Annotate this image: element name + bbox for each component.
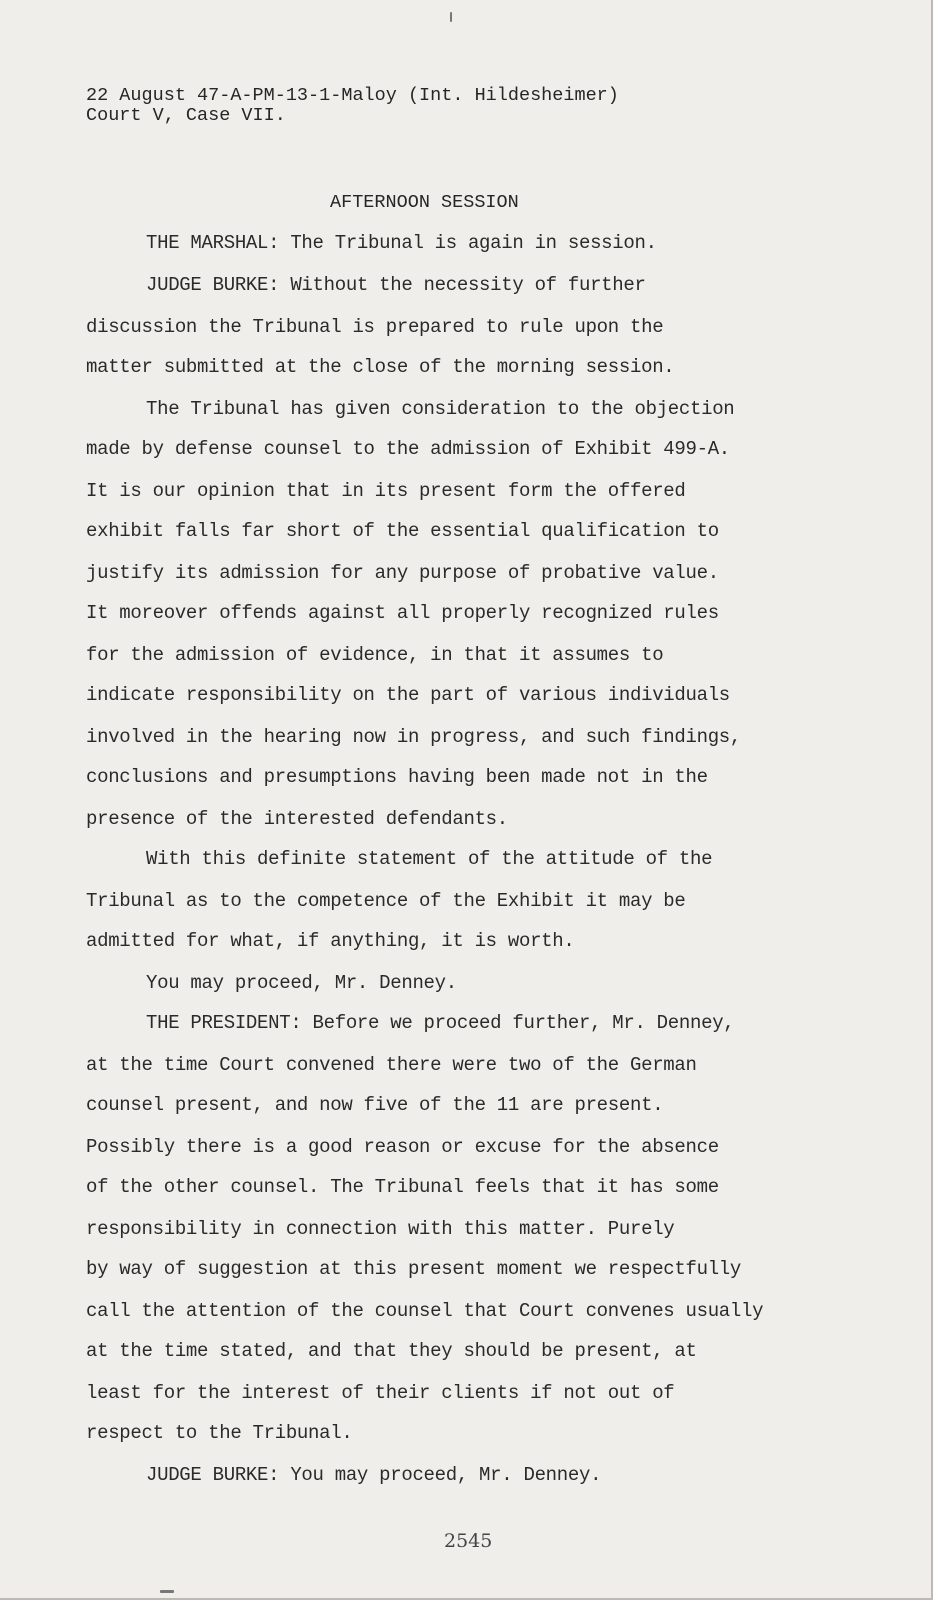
transcript-line: With this definite statement of the attitude of the xyxy=(146,848,713,870)
transcript-line: It is our opinion that in its present form the offered xyxy=(86,480,686,502)
transcript-line: by way of suggestion at this present moment we respectfully xyxy=(86,1258,742,1280)
header-line-court-case: Court V, Case VII. xyxy=(86,105,286,126)
transcript-line: at the time Court convened there were two of the German xyxy=(86,1054,697,1076)
transcript-line: justify its admission for any purpose of probative value. xyxy=(86,562,719,584)
transcript-line: for the admission of evidence, in that it assumes to xyxy=(86,644,664,666)
transcript-line-marshal: THE MARSHAL: The Tribunal is again in session. xyxy=(146,232,657,254)
paper-speck xyxy=(450,12,452,22)
transcript-line-judge: JUDGE BURKE: You may proceed, Mr. Denney. xyxy=(146,1464,602,1486)
transcript-line: call the attention of the counsel that Court convenes usually xyxy=(86,1300,764,1322)
transcript-line: made by defense counsel to the admission of Exhibit 499-A. xyxy=(86,438,730,460)
transcript-line: discussion the Tribunal is prepared to rule upon the xyxy=(86,316,664,338)
transcript-line: indicate responsibility on the part of various individuals xyxy=(86,684,730,706)
transcript-line: Possibly there is a good reason or excuse for the absence xyxy=(86,1136,719,1158)
transcript-line: involved in the hearing now in progress, and such findings, xyxy=(86,726,742,748)
transcript-line: conclusions and presumptions having been made not in the xyxy=(86,766,708,788)
transcript-line: It moreover offends against all properly recognized rules xyxy=(86,602,719,624)
transcript-line-president: THE PRESIDENT: Before we proceed further, Mr. Denney, xyxy=(146,1012,735,1034)
transcript-line: least for the interest of their clients if not out of xyxy=(86,1382,675,1404)
paper-speck xyxy=(160,1590,174,1593)
transcript-line: Tribunal as to the competence of the Exhibit it may be xyxy=(86,890,686,912)
transcript-line: JUDGE BURKE: Without the necessity of further xyxy=(146,274,646,296)
transcript-line: counsel present, and now five of the 11 are present. xyxy=(86,1094,664,1116)
transcript-line: at the time stated, and that they should be present, at xyxy=(86,1340,697,1362)
session-title: AFTERNOON SESSION xyxy=(330,192,519,213)
transcript-line: You may proceed, Mr. Denney. xyxy=(146,972,457,994)
transcript-line: presence of the interested defendants. xyxy=(86,808,508,830)
transcript-line: exhibit falls far short of the essential qualification to xyxy=(86,520,719,542)
page-number: 2545 xyxy=(444,1530,493,1552)
document-header xyxy=(86,86,619,126)
header-line-date-reporter: 22 August 47-A-PM-13-1-Maloy (Int. Hildesheimer) xyxy=(86,85,619,106)
transcript-line: matter submitted at the close of the morning session. xyxy=(86,356,675,378)
transcript-line: admitted for what, if anything, it is worth. xyxy=(86,930,575,952)
transcript-line: The Tribunal has given consideration to the objection xyxy=(146,398,735,420)
transcript-line: responsibility in connection with this matter. Purely xyxy=(86,1218,675,1240)
transcript-line: of the other counsel. The Tribunal feels that it has some xyxy=(86,1176,719,1198)
transcript-line: respect to the Tribunal. xyxy=(86,1422,353,1444)
